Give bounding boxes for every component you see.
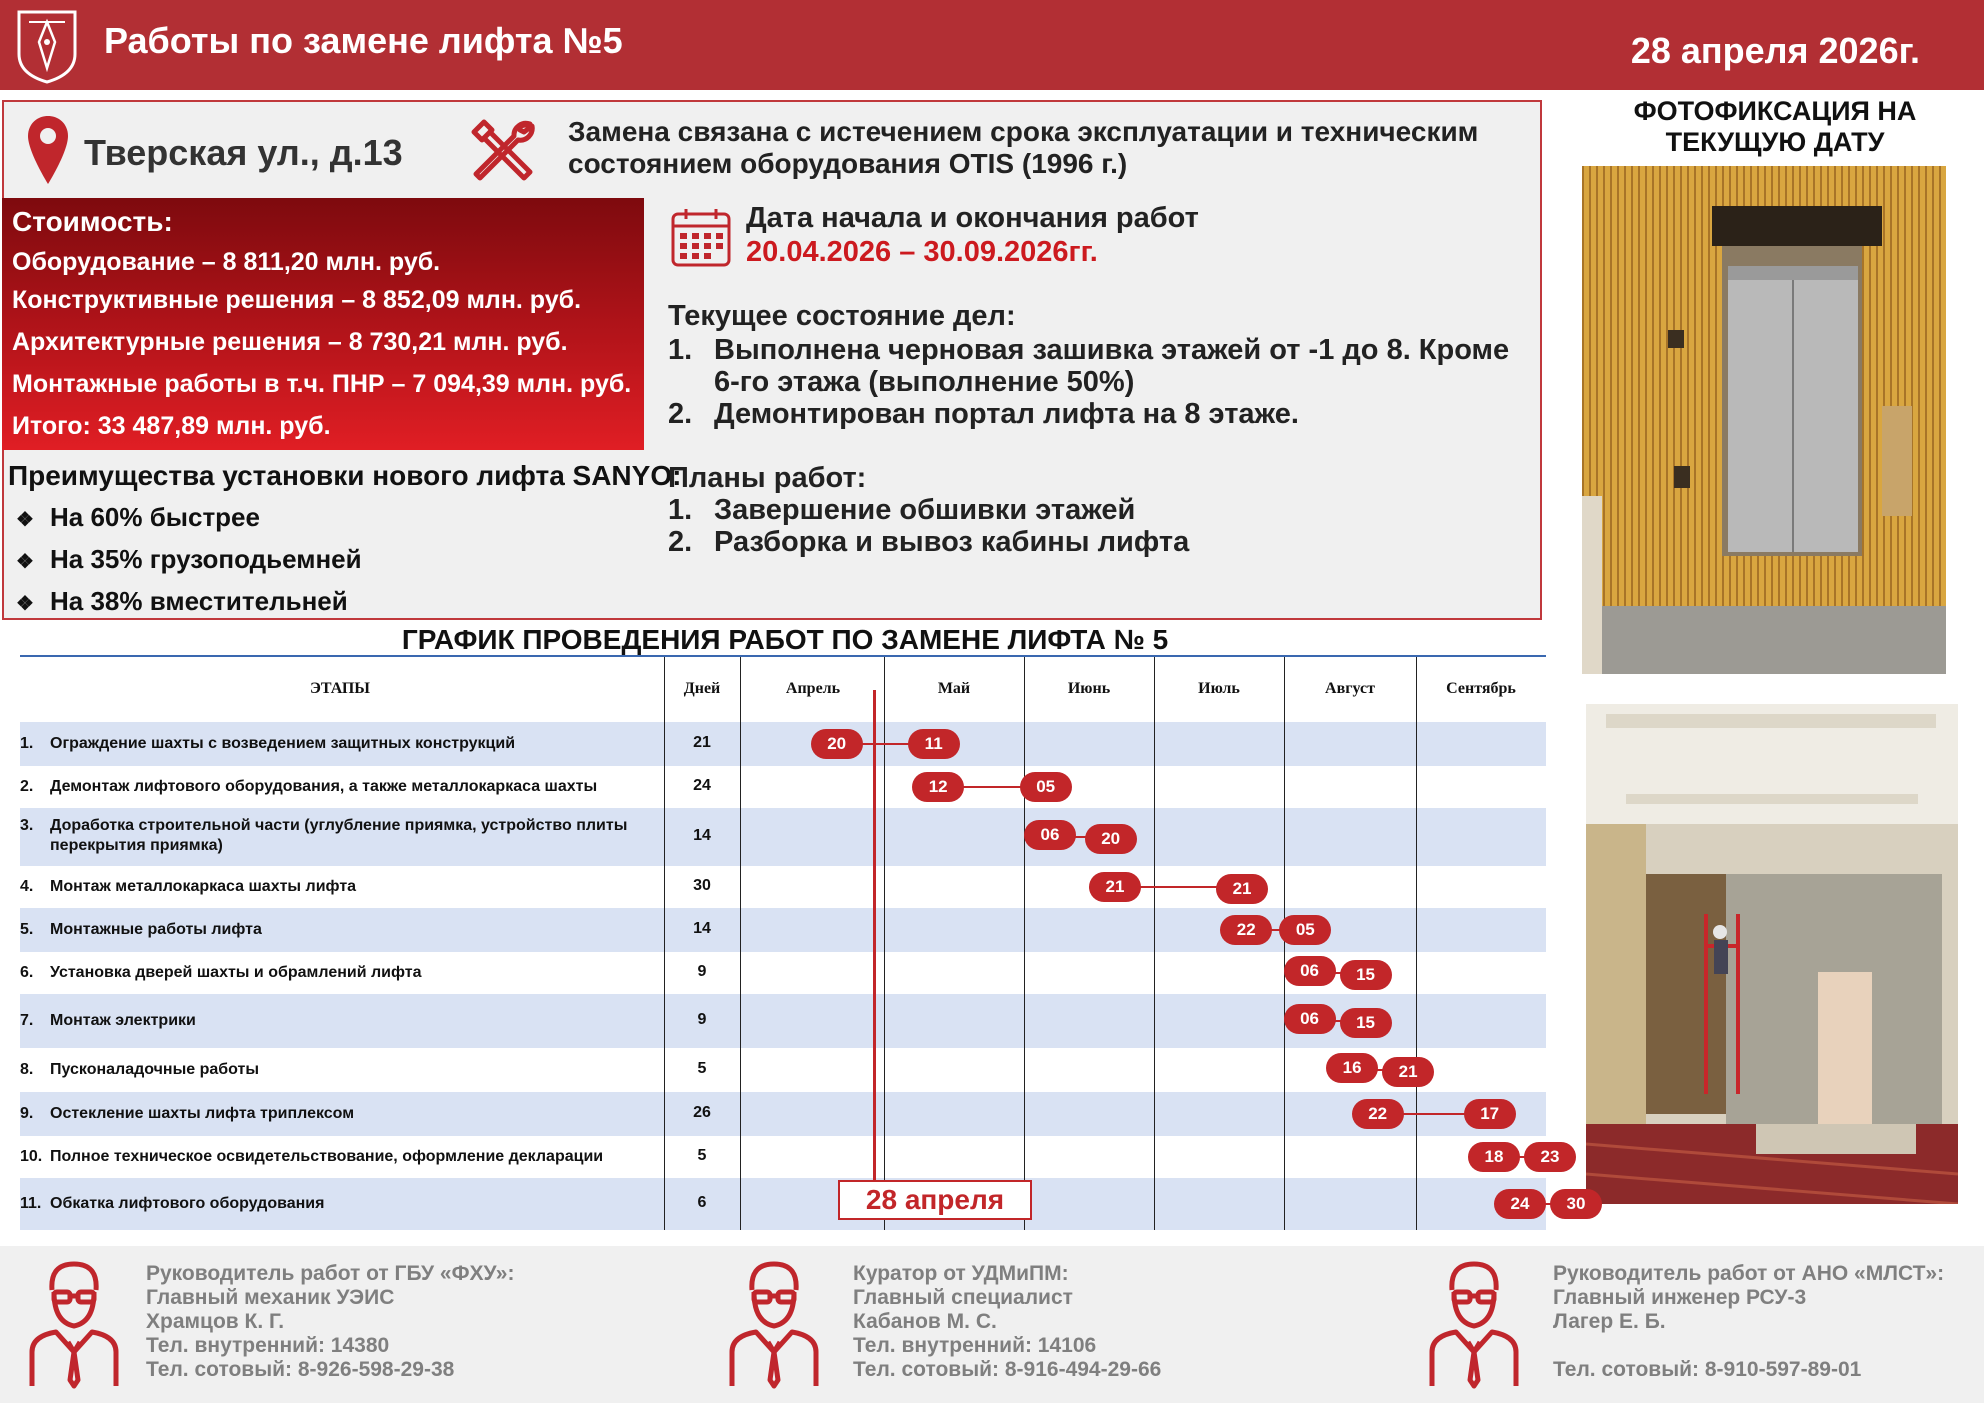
stage-label: 3. Доработка строительной части (углубление приямка, устройство плиты перекрытия приямка) [20, 817, 628, 854]
stage-end-pill: 05 [1279, 915, 1331, 945]
stage-end-pill: 30 [1550, 1189, 1602, 1219]
report-date: 28 апреля 2026г. [1630, 30, 1920, 71]
stage-start-pill: 06 [1284, 956, 1336, 986]
cost-total: Итого: 33 487,89 млн. руб. [12, 412, 331, 440]
plan-item: 1. Завершение обшивки этажей [668, 494, 1136, 526]
stage-label: 10. Полное техническое освидетельствование, оформление декларации [20, 1148, 604, 1165]
schedule-top-rule [20, 655, 1546, 657]
diamond-bullet-icon: ❖ [16, 509, 34, 531]
dates-value: 20.04.2026 – 30.09.2026гг. [746, 236, 1098, 268]
column-header-stages: ЭТАПЫ [309, 680, 371, 697]
person-icon [1426, 1256, 1522, 1390]
stage-days: 14 [693, 920, 711, 937]
stage-end-pill: 11 [908, 729, 960, 759]
stage-days: 6 [697, 1194, 707, 1211]
person-icon [726, 1256, 822, 1390]
replacement-reason: Замена связана с истечением срока эксплуатации и техническим состоянием оборудования OTIS (1996 г.) [568, 116, 1479, 179]
month-header: Апрель [785, 680, 841, 697]
stage-days: 5 [697, 1060, 707, 1077]
address-text: Тверская ул., д.13 [84, 132, 403, 173]
diamond-bullet-icon: ❖ [16, 593, 34, 615]
stage-days: 9 [697, 963, 707, 980]
stage-start-pill: 22 [1220, 915, 1272, 945]
month-header: Август [1325, 680, 1375, 697]
today-marker-line [873, 690, 876, 1186]
advantages-title: Преимущества установки нового лифта SANYO: [8, 460, 682, 491]
status-item: 2. Демонтирован портал лифта на 8 этаже. [668, 398, 1299, 430]
stage-days: 5 [697, 1147, 707, 1164]
stage-days: 21 [693, 734, 711, 751]
stage-end-pill: 15 [1340, 1008, 1392, 1038]
stage-end-pill: 17 [1464, 1099, 1516, 1129]
plan-item: 2. Разборка и вывоз кабины лифта [668, 526, 1190, 558]
stage-days: 9 [697, 1011, 707, 1028]
contact-block: Куратор от УДМиПМ: Главный специалист Кабанов М. С. Тел. внутренний: 14106 Тел. сотовый: 8-916-494-29-66 [853, 1262, 1162, 1381]
stage-label: 9. Остекление шахты лифта триплексом [20, 1105, 355, 1122]
status-item: 1. Выполнена черновая зашивка этажей от -1 до 8. Кроме 6-го этажа (выполнение 50%) [668, 334, 1510, 398]
stage-label: 8. Пусконаладочные работы [20, 1061, 260, 1078]
stage-start-pill: 22 [1352, 1099, 1404, 1129]
location-pin-icon [26, 114, 70, 186]
cost-line: Конструктивные решения – 8 852,09 млн. руб. [12, 286, 582, 314]
stage-end-pill: 20 [1085, 824, 1137, 854]
month-header: Июнь [1067, 680, 1111, 697]
advantage-item: ❖ На 35% грузоподьемней [16, 544, 362, 574]
stage-end-pill: 15 [1340, 960, 1392, 990]
grid-line [1416, 657, 1417, 1230]
stage-start-pill: 21 [1089, 872, 1141, 902]
elevator-photo-1 [1582, 166, 1946, 674]
status-title: Текущее состояние дел: [668, 300, 1016, 332]
plans-title: Планы работ: [668, 462, 867, 494]
month-header: Май [937, 680, 971, 697]
stage-start-pill: 06 [1284, 1004, 1336, 1034]
stage-label: 6. Установка дверей шахты и обрамлений лифта [20, 964, 422, 981]
contact-block: Руководитель работ от АНО «МЛСТ»: Главный инженер РСУ-3 Лагер Е. Б. Тел. сотовый: 8-910-597-89-01 [1553, 1262, 1945, 1381]
grid-line [1284, 657, 1285, 1230]
month-header: Сентябрь [1446, 680, 1516, 697]
stage-start-pill: 12 [912, 772, 964, 802]
column-header-days: Дней [683, 680, 721, 697]
elevator-photo-2 [1586, 704, 1958, 1204]
stage-label: 2. Демонтаж лифтового оборудования, а также металлокаркаса шахты [20, 778, 598, 795]
stage-start-pill: 16 [1326, 1053, 1378, 1083]
stage-days: 26 [693, 1104, 711, 1121]
grid-line [1024, 657, 1025, 1230]
month-header: Июль [1198, 680, 1240, 697]
contact-block: Руководитель работ от ГБУ «ФХУ»: Главный механик УЭИС Храмцов К. Г. Тел. внутренний: 14380 Тел. сотовый: 8-926-598-29-38 [146, 1262, 515, 1381]
stage-days: 24 [693, 777, 711, 794]
photo-section-title: ФОТОФИКСАЦИЯ НА ТЕКУЩУЮ ДАТУ [1633, 96, 1917, 157]
cost-line: Монтажные работы в т.ч. ПНР – 7 094,39 млн. руб. [12, 370, 632, 398]
cost-panel [2, 198, 644, 450]
stage-end-pill: 23 [1524, 1142, 1576, 1172]
grid-line [1154, 657, 1155, 1230]
grid-line [740, 657, 741, 1230]
schedule-title: ГРАФИК ПРОВЕДЕНИЯ РАБОТ ПО ЗАМЕНЕ ЛИФТА № 5 [401, 624, 1169, 655]
dates-label: Дата начала и окончания работ [746, 202, 1199, 234]
person-icon [26, 1256, 122, 1390]
stage-end-pill: 21 [1216, 874, 1268, 904]
cost-title: Стоимость: [12, 206, 173, 237]
advantage-item: ❖ На 60% быстрее [16, 502, 260, 532]
stage-label: 5. Монтажные работы лифта [20, 921, 262, 938]
stage-end-pill: 21 [1382, 1057, 1434, 1087]
stage-start-pill: 20 [811, 729, 863, 759]
stage-end-pill: 05 [1020, 772, 1072, 802]
today-marker-label: 28 апреля [838, 1180, 1032, 1220]
stage-start-pill: 24 [1494, 1189, 1546, 1219]
stage-label: 4. Монтаж металлокаркаса шахты лифта [20, 878, 357, 895]
stage-days: 30 [693, 877, 711, 894]
cost-line: Оборудование – 8 811,20 млн. руб. [12, 248, 441, 276]
stage-start-pill: 18 [1468, 1142, 1520, 1172]
emblem-logo-icon [15, 8, 79, 84]
stage-days: 14 [693, 827, 711, 844]
stage-label: 7. Монтаж электрики [20, 1012, 196, 1029]
cost-line: Архитектурные решения – 8 730,21 млн. руб. [12, 328, 568, 356]
calendar-icon [670, 206, 732, 268]
header-bar [0, 0, 1984, 90]
diamond-bullet-icon: ❖ [16, 551, 34, 573]
advantage-item: ❖ На 38% вместительней [16, 586, 348, 616]
page-title: Работы по замене лифта №5 [104, 20, 623, 61]
stage-label: 1. Ограждение шахты с возведением защитных конструкций [20, 735, 516, 752]
stage-label: 11. Обкатка лифтового оборудования [20, 1195, 325, 1212]
tools-icon [462, 110, 542, 190]
stage-start-pill: 06 [1024, 820, 1076, 850]
